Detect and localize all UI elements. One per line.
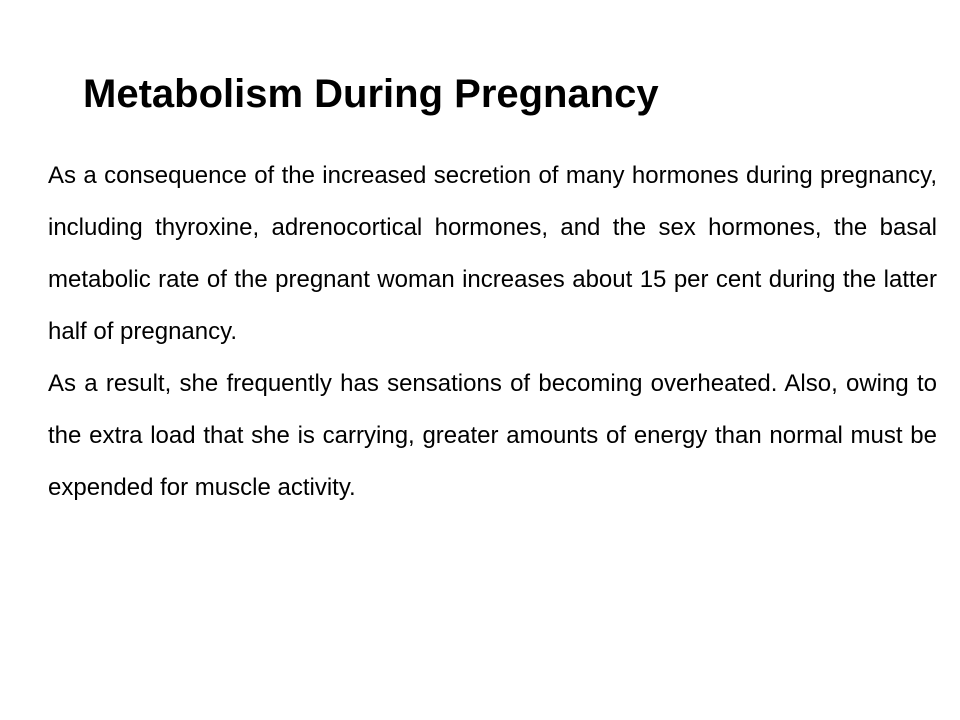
slide-body: [48, 150, 937, 514]
slide-title: Metabolism During Pregnancy: [83, 72, 659, 116]
body-paragraph-2: As a result, she frequently has sensations of becoming overheated. Also, owing to the extra load that she is carrying, greater amounts of energy than normal must be expended for muscle activity.: [48, 370, 937, 501]
body-paragraph-1: As a consequence of the increased secretion of many hormones during pregnancy, including thyroxine, adrenocortical hormones, and the sex hormones, the basal metabolic rate of the pregnant woman increases about 15 per cent during the latter half of pregnancy.: [48, 162, 937, 345]
